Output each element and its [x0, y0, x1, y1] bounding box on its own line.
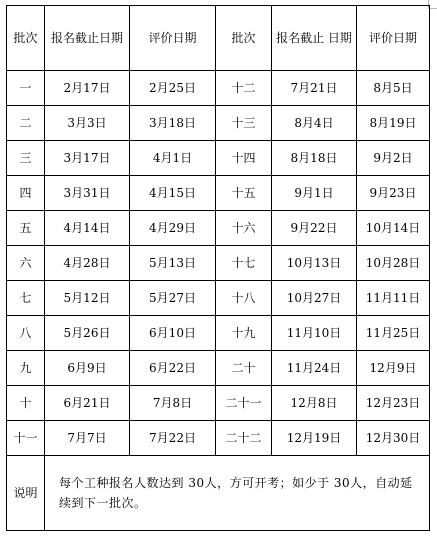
evaluation-date-cell: 4月29日: [130, 211, 216, 246]
signup-deadline-cell-2: 9月1日: [272, 176, 357, 211]
header-cell-batch-2: 批次: [216, 6, 272, 71]
batch-cell: 一: [7, 71, 45, 106]
batch-cell: 七: [7, 281, 45, 316]
signup-deadline-cell-2: 11月10日: [272, 316, 357, 351]
batch-cell-2: 二十: [216, 351, 272, 386]
batch-cell: 三: [7, 141, 45, 176]
evaluation-date-cell: 2月25日: [130, 71, 216, 106]
note-text: 每个工种报名人数达到 30人，方可开考；如少于 30人，自动延续到下一批次。: [45, 456, 430, 531]
batch-cell-2: 二十一: [216, 386, 272, 421]
signup-deadline-cell: 2月17日: [45, 71, 130, 106]
signup-deadline-cell: 7月7日: [45, 421, 130, 456]
signup-deadline-cell-2: 11月24日: [272, 351, 357, 386]
evaluation-date-cell-2: 9月23日: [357, 176, 430, 211]
signup-deadline-cell-2: 9月22日: [272, 211, 357, 246]
header-cell-signup-deadline-2: 报名截止 日期: [272, 6, 357, 71]
table-row: [7, 176, 430, 211]
table-row: [7, 281, 430, 316]
note-label: 说明: [7, 456, 45, 531]
schedule-table: [6, 5, 430, 531]
table-row: [7, 316, 430, 351]
table-row: [7, 106, 430, 141]
evaluation-date-cell: 3月18日: [130, 106, 216, 141]
signup-deadline-cell: 3月31日: [45, 176, 130, 211]
table-row: [7, 421, 430, 456]
evaluation-date-cell: 7月22日: [130, 421, 216, 456]
evaluation-date-cell-2: 9月2日: [357, 141, 430, 176]
evaluation-date-cell-2: 11月25日: [357, 316, 430, 351]
table-row: [7, 211, 430, 246]
signup-deadline-cell-2: 12月19日: [272, 421, 357, 456]
evaluation-date-cell-2: 12月9日: [357, 351, 430, 386]
evaluation-date-cell-2: 12月30日: [357, 421, 430, 456]
evaluation-date-cell-2: 8月5日: [357, 71, 430, 106]
evaluation-date-cell-2: 11月11日: [357, 281, 430, 316]
evaluation-date-cell: 5月13日: [130, 246, 216, 281]
batch-cell: 六: [7, 246, 45, 281]
evaluation-date-cell-2: 8月19日: [357, 106, 430, 141]
evaluation-date-cell: 4月15日: [130, 176, 216, 211]
signup-deadline-cell: 4月28日: [45, 246, 130, 281]
note-row: [7, 456, 430, 531]
batch-cell-2: 十六: [216, 211, 272, 246]
header-row: [7, 6, 430, 71]
evaluation-date-cell-2: 12月23日: [357, 386, 430, 421]
table-row: [7, 246, 430, 281]
header-cell-batch: 批次: [7, 6, 45, 71]
signup-deadline-cell-2: 8月4日: [272, 106, 357, 141]
table-row: [7, 71, 430, 106]
evaluation-date-cell: 6月22日: [130, 351, 216, 386]
header-cell-evaluation-date: 评价日期: [130, 6, 216, 71]
batch-cell-2: 十二: [216, 71, 272, 106]
signup-deadline-cell-2: 10月27日: [272, 281, 357, 316]
signup-deadline-cell-2: 7月21日: [272, 71, 357, 106]
evaluation-date-cell: 4月1日: [130, 141, 216, 176]
evaluation-date-cell: 7月8日: [130, 386, 216, 421]
batch-cell-2: 二十二: [216, 421, 272, 456]
batch-cell-2: 十九: [216, 316, 272, 351]
signup-deadline-cell: 6月21日: [45, 386, 130, 421]
evaluation-date-cell-2: 10月14日: [357, 211, 430, 246]
batch-cell: 九: [7, 351, 45, 386]
signup-deadline-cell-2: 12月8日: [272, 386, 357, 421]
evaluation-date-cell-2: 10月28日: [357, 246, 430, 281]
batch-cell-2: 十四: [216, 141, 272, 176]
evaluation-date-cell: 6月10日: [130, 316, 216, 351]
signup-deadline-cell-2: 10月13日: [272, 246, 357, 281]
batch-cell: 十: [7, 386, 45, 421]
signup-deadline-cell: 3月3日: [45, 106, 130, 141]
batch-cell-2: 十五: [216, 176, 272, 211]
schedule-table-body: [7, 6, 430, 531]
signup-deadline-cell: 6月9日: [45, 351, 130, 386]
table-row: [7, 141, 430, 176]
batch-cell: 二: [7, 106, 45, 141]
batch-cell: 八: [7, 316, 45, 351]
evaluation-date-cell: 5月27日: [130, 281, 216, 316]
signup-deadline-cell-2: 8月18日: [272, 141, 357, 176]
signup-deadline-cell: 4月14日: [45, 211, 130, 246]
batch-cell-2: 十七: [216, 246, 272, 281]
signup-deadline-cell: 5月26日: [45, 316, 130, 351]
signup-deadline-cell: 5月12日: [45, 281, 130, 316]
batch-cell-2: 十八: [216, 281, 272, 316]
signup-deadline-cell: 3月17日: [45, 141, 130, 176]
batch-cell: 五: [7, 211, 45, 246]
header-cell-evaluation-date-2: 评价日期: [357, 6, 430, 71]
batch-cell: 四: [7, 176, 45, 211]
batch-cell-2: 十三: [216, 106, 272, 141]
table-row: [7, 351, 430, 386]
header-cell-signup-deadline: 报名截止日期: [45, 6, 130, 71]
table-row: [7, 386, 430, 421]
batch-cell: 十一: [7, 421, 45, 456]
